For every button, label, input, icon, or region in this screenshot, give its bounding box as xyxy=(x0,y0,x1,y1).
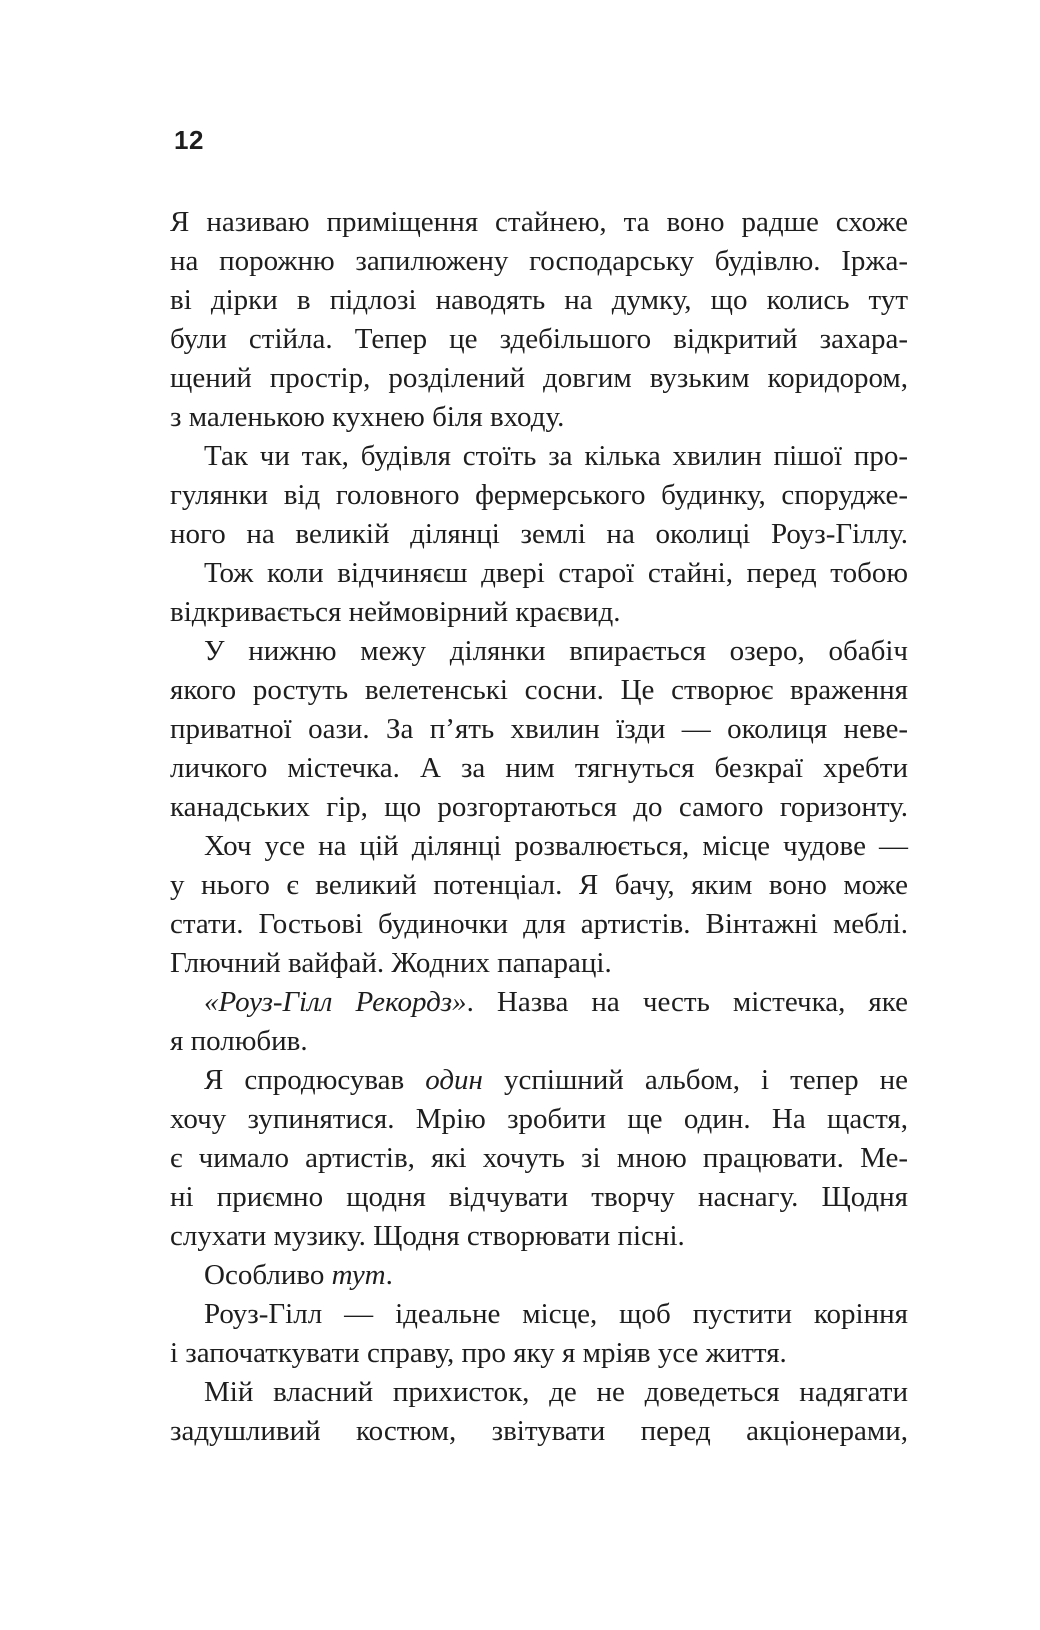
text-segment: . Назва на честь містечка, яке xyxy=(466,986,908,1018)
text-line xyxy=(170,749,908,788)
text-line xyxy=(170,1139,908,1178)
text-line xyxy=(170,1100,908,1139)
text-line xyxy=(170,1178,908,1217)
text-segment: Глючний вайфай. Жодних папараці. xyxy=(170,947,612,979)
paragraph xyxy=(170,1061,908,1256)
text-segment: гулянки від головного фермерського будинку, спорудже- xyxy=(170,479,908,511)
text-segment: у нього є великий потенціал. Я бачу, яким воно може xyxy=(170,869,908,901)
text-line xyxy=(170,554,908,593)
text-segment: Я спродюсував xyxy=(204,1064,426,1096)
text-line xyxy=(170,827,908,866)
text-segment: личкого містечка. А за ним тягнуться безкраї хребти xyxy=(170,752,908,784)
text-segment: слухати музику. Щодня створювати пісні. xyxy=(170,1220,685,1252)
text-line xyxy=(170,1061,908,1100)
text-line xyxy=(170,593,908,632)
text-line xyxy=(170,1373,908,1412)
paragraph xyxy=(170,632,908,827)
text-segment: ві дірки в підлозі наводять на думку, що колись тут xyxy=(170,284,908,316)
text-segment: Я називаю приміщення стайнею, та воно радше схоже xyxy=(170,206,908,238)
text-segment: стати. Гостьові будиночки для артистів. Вінтажні меблі. xyxy=(170,908,908,940)
text-segment: приватної оази. За п’ять хвилин їзди — околиця неве- xyxy=(170,713,908,745)
text-segment: задушливий костюм, звітувати перед акціонерами, xyxy=(170,1415,908,1447)
page-text xyxy=(170,203,908,1451)
text-segment: хочу зупинятися. Мрію зробити ще один. На щастя, xyxy=(170,1103,908,1135)
text-segment: Роуз-Гілл — ідеальне місце, щоб пустити коріння xyxy=(204,1298,908,1330)
text-line xyxy=(170,1022,908,1061)
paragraph xyxy=(170,1373,908,1451)
text-segment: я полюбив. xyxy=(170,1025,308,1057)
text-line xyxy=(170,671,908,710)
paragraph xyxy=(170,1295,908,1373)
text-segment: ні приємно щодня відчувати творчу наснагу. Щодня xyxy=(170,1181,908,1213)
text-line xyxy=(170,710,908,749)
text-line xyxy=(170,398,908,437)
text-line xyxy=(170,866,908,905)
text-line xyxy=(170,632,908,671)
text-segment: канадських гір, що розгортаються до самого горизонту. xyxy=(170,791,908,823)
text-segment: Мій власний прихисток, де не доведеться надягати xyxy=(204,1376,908,1408)
text-segment: Так чи так, будівля стоїть за кілька хвилин пішої про- xyxy=(204,440,908,472)
italic-text: тут xyxy=(331,1259,386,1291)
text-segment: Тож коли відчиняєш двері старої стайні, перед тобою xyxy=(204,557,908,589)
italic-text: один xyxy=(425,1064,483,1096)
text-line xyxy=(170,515,908,554)
text-segment: ного на великій ділянці землі на околиці Роуз-Гіллу. xyxy=(170,518,908,550)
text-segment: якого ростуть велетенські сосни. Це створює враження xyxy=(170,674,908,706)
text-line xyxy=(170,359,908,398)
text-line xyxy=(170,983,908,1022)
text-line xyxy=(170,476,908,515)
text-line xyxy=(170,242,908,281)
text-segment: відкривається неймовірний краєвид. xyxy=(170,596,621,628)
text-line xyxy=(170,437,908,476)
text-segment: щений простір, розділений довгим вузьким коридором, xyxy=(170,362,908,394)
text-line xyxy=(170,1334,908,1373)
text-line xyxy=(170,320,908,359)
text-line xyxy=(170,788,908,827)
paragraph xyxy=(170,827,908,983)
text-line xyxy=(170,944,908,983)
paragraph xyxy=(170,983,908,1061)
text-line xyxy=(170,905,908,944)
paragraph xyxy=(170,1256,908,1295)
paragraph xyxy=(170,437,908,554)
text-segment: У нижню межу ділянки впирається озеро, обабіч xyxy=(204,635,908,667)
text-segment: Особливо xyxy=(204,1259,332,1291)
text-segment: Хоч усе на цій ділянці розвалюється, місце чудове — xyxy=(204,830,908,862)
text-segment: на порожню запилюжену господарську будівлю. Іржа- xyxy=(170,245,908,277)
text-line xyxy=(170,281,908,320)
text-segment: були стійла. Тепер це здебільшого відкритий захара- xyxy=(170,323,908,355)
text-segment: успішний альбом, і тепер не xyxy=(482,1064,908,1096)
text-segment: . xyxy=(385,1259,393,1291)
text-segment: є чимало артистів, які хочуть зі мною працювати. Ме- xyxy=(170,1142,908,1174)
text-line xyxy=(170,1256,908,1295)
text-segment: і започаткувати справу, про яку я мріяв усе життя. xyxy=(170,1337,787,1369)
paragraph xyxy=(170,554,908,632)
text-line xyxy=(170,1295,908,1334)
paragraph xyxy=(170,203,908,437)
text-line xyxy=(170,1217,908,1256)
text-line xyxy=(170,203,908,242)
text-segment: з маленькою кухнею біля входу. xyxy=(170,401,565,433)
page-number: 12 xyxy=(174,125,204,155)
text-line xyxy=(170,1412,908,1451)
italic-text: «Роуз-Гілл Рекордз» xyxy=(204,986,467,1018)
